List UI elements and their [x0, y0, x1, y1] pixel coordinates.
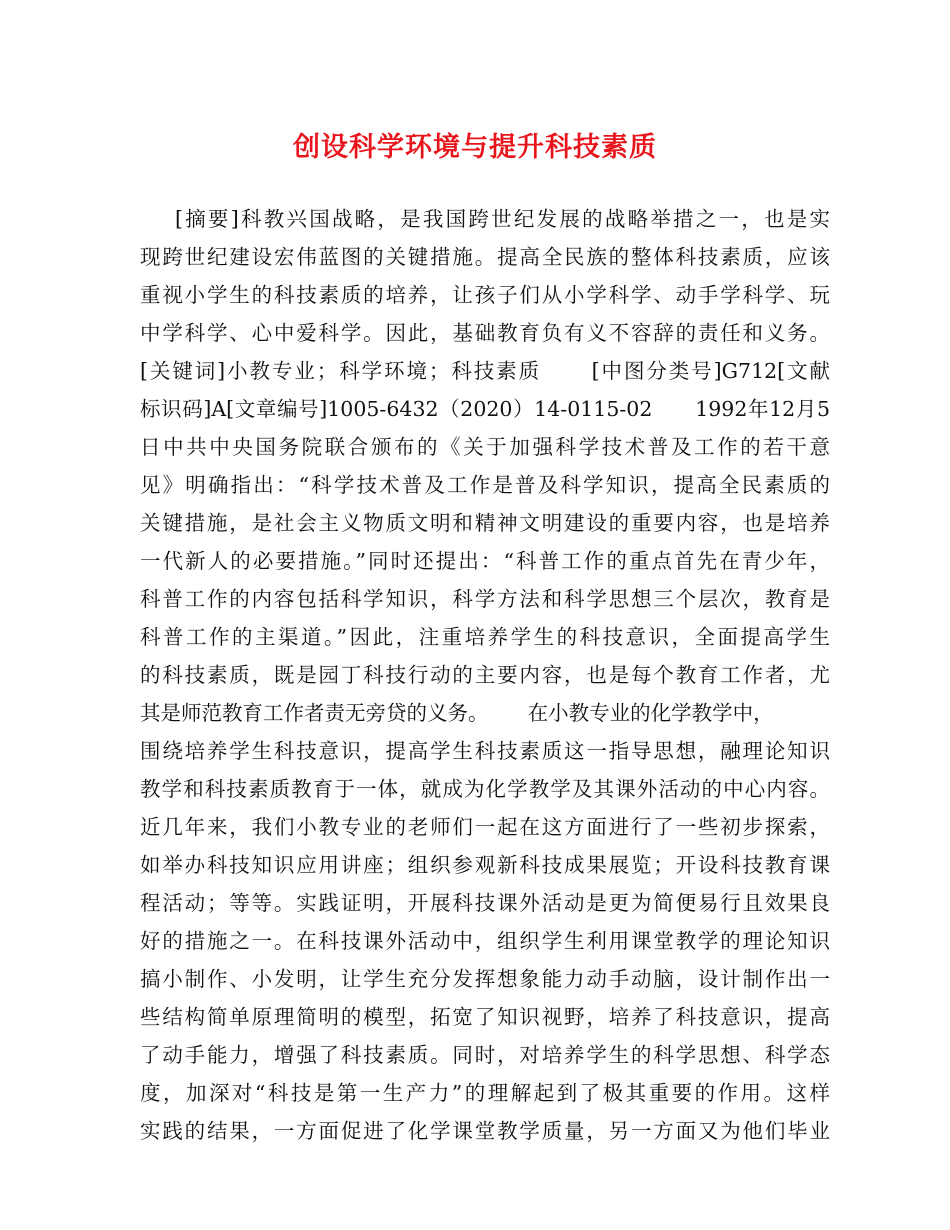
- text-line: 标识码]A[文章编号]1005-6432（2020）14-0115-02 1992年12月5: [140, 397, 830, 421]
- text-line: [摘要]科教兴国战略，是我国跨世纪发展的战略举措之一，也是实: [140, 207, 830, 231]
- text-line: 见》明确指出：“科学技术普及工作是普及科学知识，提高全民素质的: [140, 473, 830, 497]
- text-line: 度，加深对“科技是第一生产力”的理解起到了极其重要的作用。这样: [140, 1081, 830, 1105]
- text-line: 近几年来，我们小教专业的老师们一起在这方面进行了一些初步探索，: [140, 815, 830, 839]
- text-line: 科普工作的内容包括科学知识，科学方法和科学思想三个层次，教育是: [140, 587, 830, 611]
- text-line: 重视小学生的科技素质的培养，让孩子们从小学科学、动手学科学、玩: [140, 283, 830, 307]
- text-line: 一代新人的必要措施。”同时还提出：“科普工作的重点首先在青少年，: [140, 549, 830, 573]
- document-title: 创设科学环境与提升科技素质: [293, 132, 657, 163]
- text-line: [关键词]小教专业；科学环境；科技素质 [中图分类号]G712[文献: [140, 359, 830, 383]
- text-line: 教学和科技素质教育于一体，就成为化学教学及其课外活动的中心内容。: [140, 777, 830, 801]
- text-line: 现跨世纪建设宏伟蓝图的关键措施。提高全民族的整体科技素质，应该: [140, 245, 830, 269]
- text-line: 日中共中央国务院联合颁布的《关于加强科学技术普及工作的若干意: [140, 435, 830, 459]
- text-line: 如举办科技知识应用讲座；组织参观新科技成果展览；开设科技教育课: [140, 853, 830, 877]
- text-line: 实践的结果，一方面促进了化学课堂教学质量，另一方面又为他们毕业: [140, 1119, 830, 1143]
- text-line: 程活动；等等。实践证明，开展科技课外活动是更为简便易行且效果良: [140, 891, 830, 915]
- document-body: [140, 200, 830, 1150]
- text-line: 的科技素质，既是园丁科技行动的主要内容，也是每个教育工作者，尤: [140, 663, 830, 687]
- text-line: 其是师范教育工作者责无旁贷的义务。 在小教专业的化学教学中，: [140, 701, 774, 725]
- text-line: 了动手能力，增强了科技素质。同时，对培养学生的科学思想、科学态: [140, 1043, 830, 1067]
- text-line: 中学科学、心中爱科学。因此，基础教育负有义不容辞的责任和义务。: [140, 321, 830, 345]
- text-line: 科普工作的主渠道。”因此，注重培养学生的科技意识，全面提高学生: [140, 625, 830, 649]
- text-line: 好的措施之一。在科技课外活动中，组织学生利用课堂教学的理论知识: [140, 929, 830, 953]
- text-line: 关键措施，是社会主义物质文明和精神文明建设的重要内容，也是培养: [140, 511, 830, 535]
- text-line: 些结构简单原理简明的模型，拓宽了知识视野，培养了科技意识，提高: [140, 1005, 830, 1029]
- text-line: 围绕培养学生科技意识，提高学生科技素质这一指导思想，融理论知识: [140, 739, 830, 763]
- text-line: 搞小制作、小发明，让学生充分发挥想象能力动手动脑，设计制作出一: [140, 967, 830, 991]
